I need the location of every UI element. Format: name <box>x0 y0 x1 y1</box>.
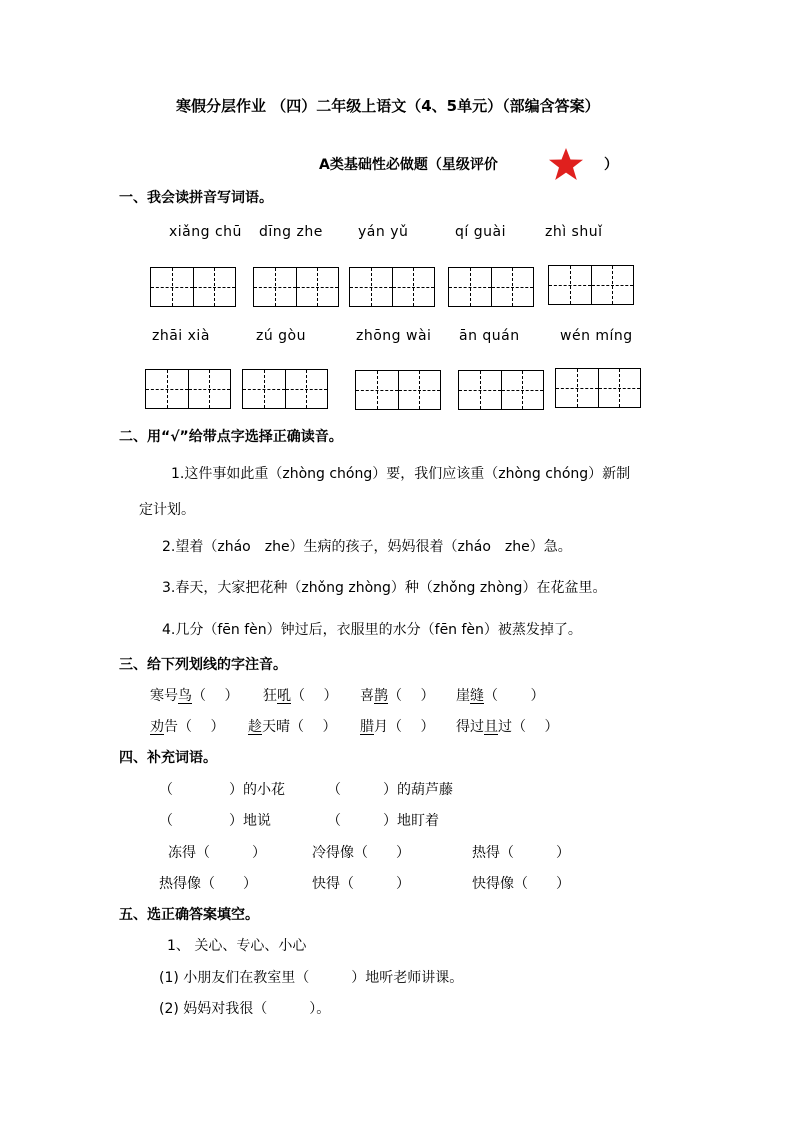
annotate-item: 劝告（ ） <box>150 719 225 735</box>
writing-grid[interactable] <box>355 370 441 410</box>
annotate-item: 狂吼（ ） <box>263 688 338 704</box>
section-4-heading: 四、补充词语。 <box>119 750 217 766</box>
writing-grid[interactable] <box>242 369 328 409</box>
annotate-item: 寒号鸟（ ） <box>150 688 239 704</box>
writing-grid[interactable] <box>145 369 231 409</box>
fill-phrase: （ ）的葫芦藤 <box>327 782 453 798</box>
fill-phrase: （ ）地说 <box>159 813 271 829</box>
annotate-item: 得过且过（ ） <box>456 719 559 735</box>
fill-phrase: 快得像（ ） <box>472 876 570 892</box>
fill-phrase: 快得（ ） <box>312 876 410 892</box>
writing-grid[interactable] <box>448 267 534 307</box>
writing-grid[interactable] <box>458 370 544 410</box>
section-2-heading: 二、用“√”给带点字选择正确读音。 <box>119 429 343 445</box>
pinyin-1: xiǎng chū <box>169 224 242 240</box>
pinyin-7: zú gòu <box>256 328 306 344</box>
fill-phrase: 热得（ ） <box>472 845 570 861</box>
question-2-2: 2.望着（zháo zhe）生病的孩子，妈妈很着（zháo zhe）急。 <box>162 539 572 555</box>
pinyin-2: dīng zhe <box>259 224 323 240</box>
rating-close: ） <box>604 157 618 173</box>
star-icon <box>547 147 585 181</box>
pinyin-8: zhōng wài <box>356 328 432 344</box>
fill-phrase: 热得像（ ） <box>159 876 257 892</box>
fill-phrase: 冷得像（ ） <box>312 845 410 861</box>
rating-label: A类基础性必做题（星级评价 <box>319 157 498 173</box>
word-choices: 1、 关心、专心、小心 <box>167 938 307 954</box>
annotate-item: 崖缝（ ） <box>456 688 545 704</box>
question-5-2: (2) 妈妈对我很（ ）。 <box>159 1001 331 1017</box>
page-title: 寒假分层作业 （四）二年级上语文（4、5单元）（部编含答案） <box>176 97 600 115</box>
fill-phrase: 冻得（ ） <box>168 845 266 861</box>
section-1-heading: 一、我会读拼音写词语。 <box>119 190 273 206</box>
writing-grid[interactable] <box>555 368 641 408</box>
question-2-1: 1.这件事如此重（zhòng chóng）要，我们应该重（zhòng chóng）新制 <box>171 466 631 482</box>
question-5-1: (1) 小朋友们在教室里（ ）地听老师讲课。 <box>159 970 464 986</box>
section-3-heading: 三、给下列划线的字注音。 <box>119 657 287 673</box>
fill-phrase: （ ）的小花 <box>159 782 285 798</box>
fill-phrase: （ ）地盯着 <box>327 813 439 829</box>
writing-grid[interactable] <box>349 267 435 307</box>
annotate-item: 喜鹊（ ） <box>360 688 435 704</box>
question-2-3: 3.春天，大家把花种（zhǒng zhòng）种（zhǒng zhòng）在花盆里。 <box>162 580 607 596</box>
writing-grid[interactable] <box>548 265 634 305</box>
pinyin-3: yán yǔ <box>358 224 409 240</box>
pinyin-5: zhì shuǐ <box>545 224 603 240</box>
question-2-1-cont: 定计划。 <box>139 502 195 518</box>
annotate-item: 腊月（ ） <box>360 719 435 735</box>
pinyin-4: qí guài <box>455 224 506 240</box>
annotate-item: 趁天晴（ ） <box>248 719 337 735</box>
pinyin-10: wén míng <box>560 328 633 344</box>
section-5-heading: 五、选正确答案填空。 <box>119 907 259 923</box>
question-2-4: 4.几分（fēn fèn）钟过后，衣服里的水分（fēn fèn）被蒸发掉了。 <box>162 622 582 638</box>
writing-grid[interactable] <box>253 267 339 307</box>
writing-grid[interactable] <box>150 267 236 307</box>
pinyin-9: ān quán <box>459 328 520 344</box>
pinyin-6: zhāi xià <box>152 328 210 344</box>
